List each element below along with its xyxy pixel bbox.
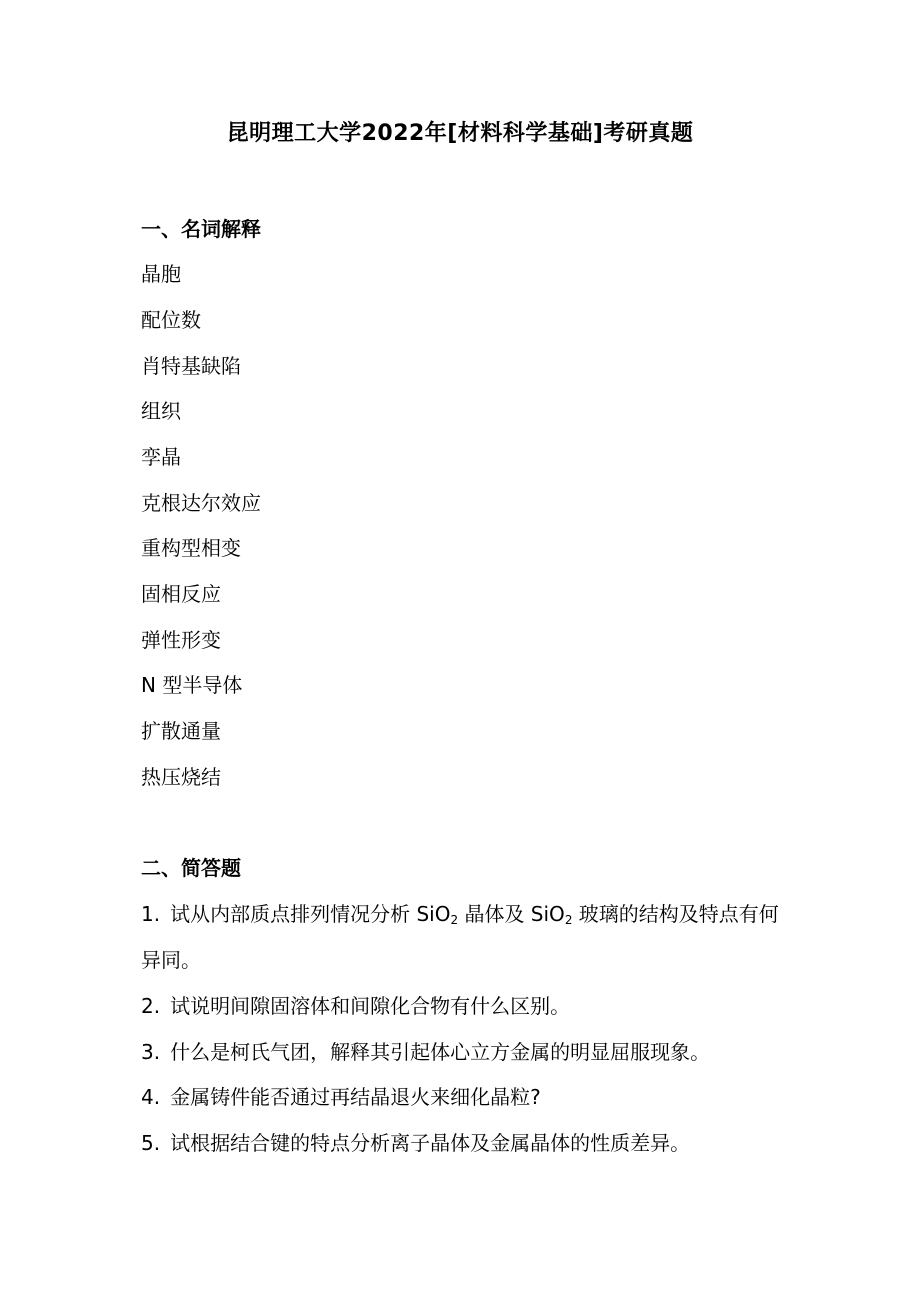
question-number: 1. (141, 902, 161, 926)
question-text: 金属铸件能否通过再结晶退火来细化晶粒? (170, 1085, 541, 1109)
question-text: 试从内部质点排列情况分析 SiO (170, 902, 451, 926)
question-number: 3. (141, 1040, 161, 1064)
term-item: 热压烧结 (141, 765, 221, 789)
term-item: 肖特基缺陷 (141, 354, 241, 378)
term-item: 重构型相变 (141, 536, 241, 560)
term-item: 固相反应 (141, 582, 221, 606)
term-item: 扩散通量 (141, 719, 221, 743)
question-text: 晶体及 SiO (458, 902, 565, 926)
term-item: 孪晶 (141, 445, 181, 469)
term-item: N 型半导体 (141, 673, 243, 697)
term-item: 组织 (141, 399, 181, 423)
question-item (141, 891, 791, 983)
subscript: 2 (564, 913, 573, 927)
term-item: 配位数 (141, 308, 201, 332)
term-item: 弹性形变 (141, 628, 221, 652)
section-heading-terms: 一、名词解释 (141, 217, 261, 241)
question-text: 什么是柯氏气团，解释其引起体心立方金属的明显屈服现象。 (170, 1040, 711, 1064)
question-item (141, 1120, 791, 1166)
question-number: 5. (141, 1131, 161, 1155)
document-title: 昆明理工大学2022年[材料科学基础]考研真题 (226, 121, 694, 146)
subscript: 2 (450, 913, 459, 927)
question-number: 4. (141, 1085, 161, 1109)
question-text: 试说明间隙固溶体和间隙化合物有什么区别。 (170, 994, 571, 1018)
term-item: 晶胞 (141, 262, 181, 286)
question-item (141, 983, 791, 1029)
question-item (141, 1074, 791, 1120)
question-text: 玻璃的结构及特点有何异同。 (141, 902, 779, 972)
section-heading-short-answer: 二、简答题 (141, 856, 241, 880)
question-number: 2. (141, 994, 161, 1018)
term-item: 克根达尔效应 (141, 491, 261, 515)
question-item (141, 1029, 791, 1075)
question-text: 试根据结合键的特点分析离子晶体及金属晶体的性质差异。 (170, 1131, 691, 1155)
